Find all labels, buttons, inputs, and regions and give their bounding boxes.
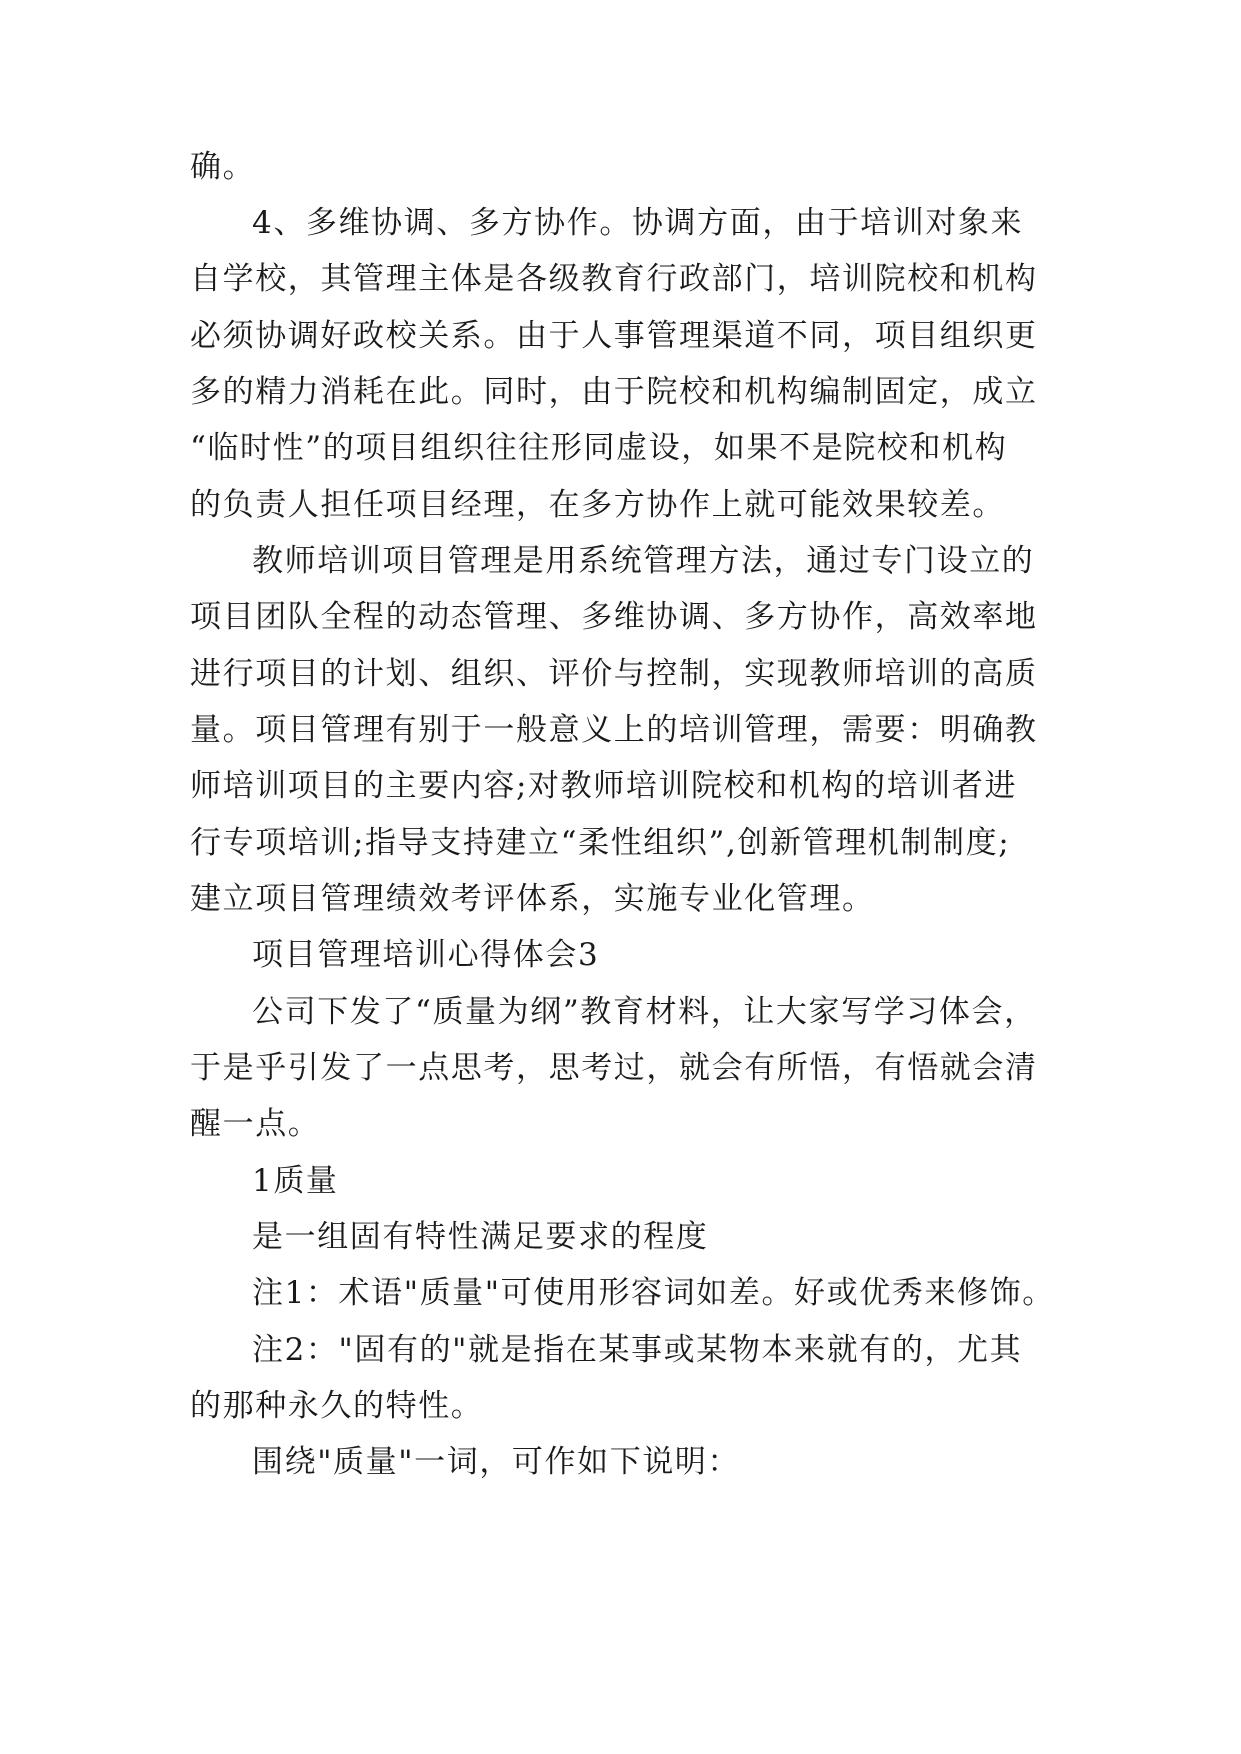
note-line: 注1：术语"质量"可使用形容词如差。好或优秀来修饰。 xyxy=(252,1275,1055,1311)
text-line: 是一组固有特性满足要求的程度 xyxy=(252,1219,709,1255)
text-line: 建立项目管理绩效考评体系，实施专业化管理。 xyxy=(190,881,875,917)
text-line: 4、多维协调、多方协作。协调方面，由于培训对象来 xyxy=(252,205,1024,241)
text-line: 行专项培训;指导支持建立“柔性组织”,创新管理机制制度; xyxy=(190,825,1011,861)
text-line: 确。 xyxy=(190,149,256,185)
text-line: 醒一点。 xyxy=(190,1106,321,1142)
text-line: 师培训项目的主要内容;对教师培训院校和机构的培训者进 xyxy=(190,768,1018,804)
text-line: 的那种永久的特性。 xyxy=(190,1388,484,1424)
text-line: 多的精力消耗在此。同时，由于院校和机构编制固定，成立 xyxy=(190,374,1038,410)
text-line: 必须协调好政校关系。由于人事管理渠道不同，项目组织更 xyxy=(190,318,1038,354)
section-heading: 项目管理培训心得体会3 xyxy=(252,937,600,973)
text-line: 项目团队全程的动态管理、多维协调、多方协作，高效率地 xyxy=(190,599,1038,635)
text-line: 的负责人担任项目经理，在多方协作上就可能效果较差。 xyxy=(190,487,1005,523)
text-line: 量。项目管理有别于一般意义上的培训管理，需要：明确教 xyxy=(190,712,1038,748)
text-line: 自学校，其管理主体是各级教育行政部门，培训院校和机构 xyxy=(190,261,1038,297)
text-line: 于是乎引发了一点思考，思考过，就会有所悟，有悟就会清 xyxy=(190,1050,1038,1086)
text-line: 围绕"质量"一词，可作如下说明： xyxy=(252,1444,741,1480)
text-line: 公司下发了“质量为纲”教育材料，让大家写学习体会， xyxy=(252,994,1037,1030)
subsection-heading: 1质量 xyxy=(252,1163,339,1199)
note-line: 注2："固有的"就是指在某事或某物本来就有的，尤其 xyxy=(252,1332,1023,1368)
text-line: 进行项目的计划、组织、评价与控制，实现教师培训的高质 xyxy=(190,656,1038,692)
text-line: 教师培训项目管理是用系统管理方法，通过专门设立的 xyxy=(252,543,1035,579)
text-line: “临时性”的项目组织往往形同虚设，如果不是院校和机构 xyxy=(190,430,1008,466)
